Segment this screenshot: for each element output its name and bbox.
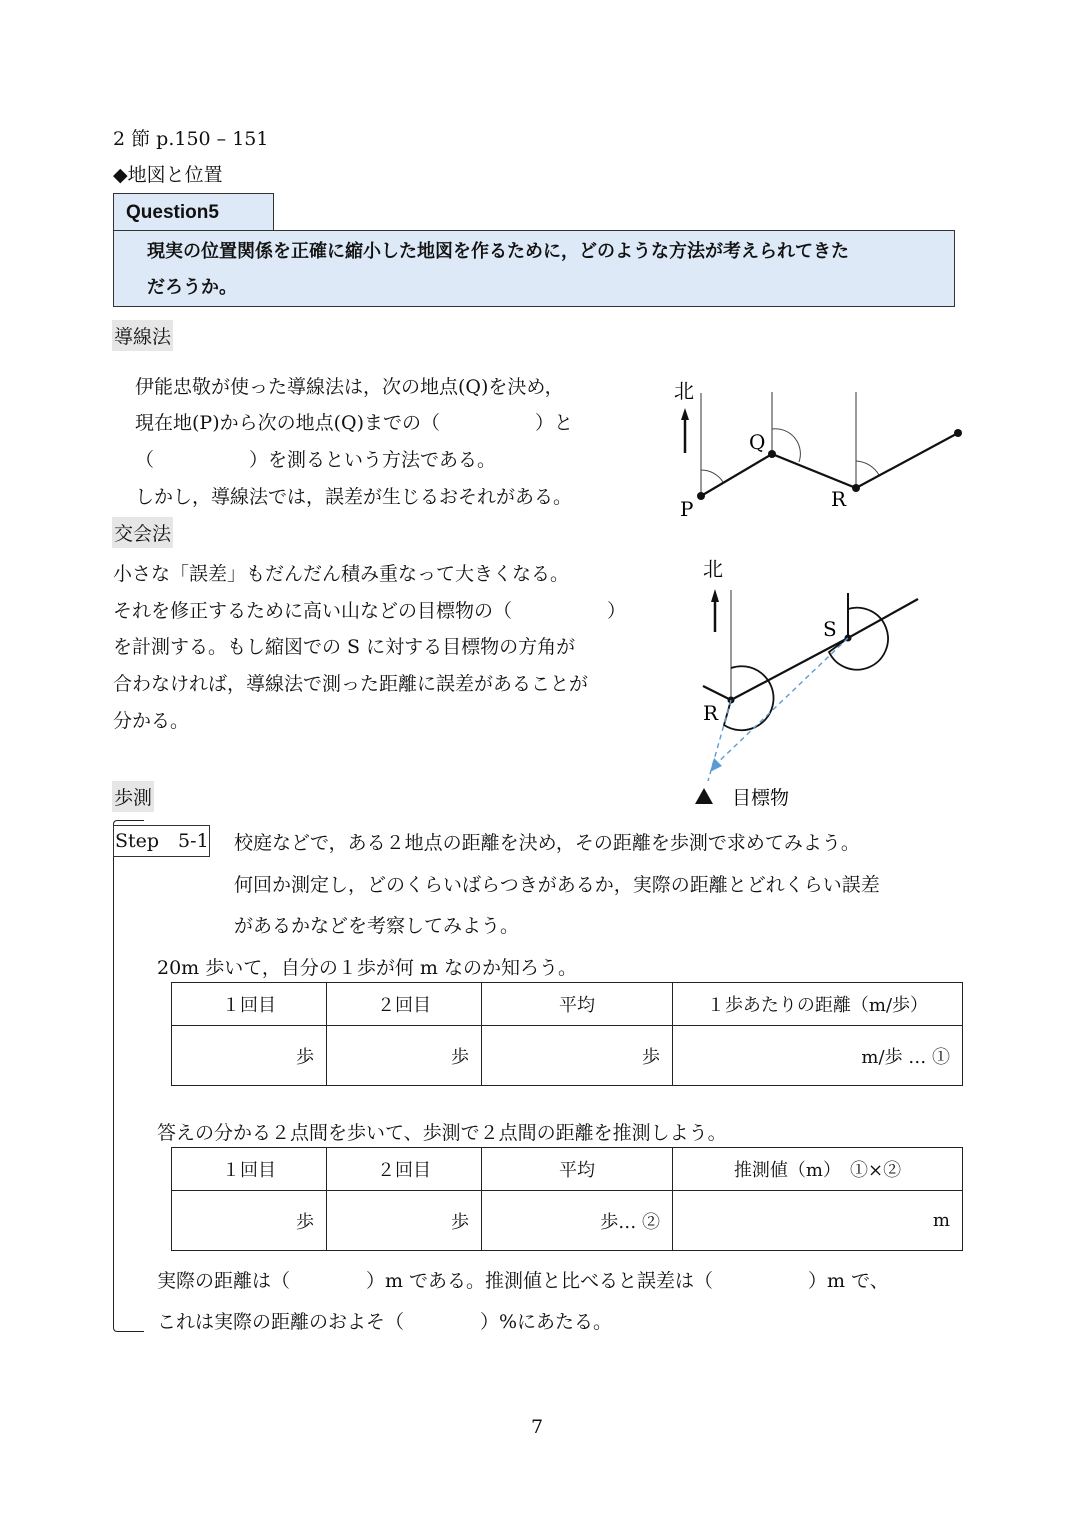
table-cell[interactable]: 歩 (327, 1026, 482, 1086)
traverse-path (731, 638, 848, 700)
angle-arc (772, 429, 800, 462)
page-number: 7 (531, 1416, 544, 1438)
table-header: 平均 (482, 983, 673, 1026)
intersection-line: 小さな「誤差」もだんだん積み重なって大きくなる。 (113, 563, 570, 585)
table-header: １回目 (172, 1148, 327, 1191)
point-p (697, 492, 705, 500)
intersection-line: を計測する。もし縮図での S に対する目標物の方角が (113, 636, 576, 658)
north-label: 北 (703, 557, 723, 581)
point-label-r: R (703, 701, 719, 725)
question-tab: Question5 (113, 193, 274, 230)
table-header: 推測値（m） ①×② (673, 1148, 963, 1191)
table-header: 平均 (482, 1148, 673, 1191)
topic-heading: ◆地図と位置 (113, 164, 223, 186)
table-cell[interactable]: m/歩 … ① (673, 1026, 963, 1086)
step-label: Step 5-1 (113, 825, 210, 857)
angle-arc (856, 461, 879, 475)
table-cell[interactable]: 歩… ② (482, 1191, 673, 1251)
conclusion-line1: 実際の距離は（ ）m である。推測値と比べると誤差は（ ）m で、 (157, 1270, 889, 1292)
section-reference: 2 節 p.150 – 151 (113, 128, 269, 150)
north-arrow-icon (711, 589, 719, 632)
traverse-line: 伊能忠敬が使った導線法は，次の地点(Q)を決め， (135, 376, 564, 398)
intersection-line: 分かる。 (113, 710, 190, 732)
step-line: 何回か測定し，どのくらいばらつきがあるか，実際の距離とどれくらい誤差 (234, 874, 880, 896)
instruction-1: 20m 歩いて，自分の１歩が何 m なのか知ろう。 (157, 957, 577, 979)
angle-arc (829, 608, 888, 670)
question-text-line1: 現実の位置関係を正確に縮小した地図を作るために，どのような方法が考えられてきた (147, 241, 849, 262)
traverse-path (848, 599, 918, 638)
table-header: １回目 (172, 983, 327, 1026)
sight-arrow-icon (710, 758, 722, 772)
point-r (852, 484, 860, 492)
traverse-path (703, 686, 731, 700)
traverse-line: （ ）を測るという方法である。 (135, 449, 497, 471)
north-label: 北 (674, 379, 694, 403)
angle-arc (701, 470, 723, 482)
question-box (113, 230, 955, 307)
table-cell[interactable]: m (673, 1191, 963, 1251)
table-header: １歩あたりの距離（m/歩） (673, 983, 963, 1026)
traverse-line: しかし，導線法では，誤差が生じるおそれがある。 (135, 486, 573, 508)
step-length-table (171, 982, 963, 1086)
point-q (768, 450, 776, 458)
step-line: 校庭などで，ある２地点の距離を決め，その距離を歩測で求めてみよう。 (234, 832, 860, 854)
point-label-q: Q (749, 430, 766, 454)
north-arrow-icon (681, 408, 689, 453)
point-label-r: R (831, 487, 847, 511)
target-label: 目標物 (732, 787, 790, 809)
point-end (954, 429, 962, 437)
table-header: ２回目 (327, 1148, 482, 1191)
question-text-line2: だろうか。 (147, 277, 237, 298)
table-cell[interactable]: 歩 (172, 1191, 327, 1251)
traverse-diagram (660, 360, 980, 530)
intersection-heading: 交会法 (112, 517, 173, 548)
point-label-s: S (823, 617, 837, 641)
intersection-diagram (660, 540, 960, 820)
point-label-p: P (680, 497, 694, 521)
instruction-2: 答えの分かる２点間を歩いて、歩測で２点間の距離を推測しよう。 (157, 1122, 727, 1144)
step-bracket (113, 820, 144, 1332)
table-cell[interactable]: 歩 (327, 1191, 482, 1251)
step-line: があるかなどを考察してみよう。 (234, 915, 520, 937)
pacing-heading: 歩測 (112, 781, 154, 812)
distance-estimate-table (171, 1147, 963, 1251)
table-cell[interactable]: 歩 (482, 1026, 673, 1086)
target-triangle-icon (695, 788, 713, 804)
intersection-line: 合わなければ，導線法で測った距離に誤差があることが (113, 673, 589, 695)
conclusion-line2: これは実際の距離のおよそ（ ）%にあたる。 (157, 1311, 613, 1333)
traverse-path (701, 433, 958, 496)
traverse-heading: 導線法 (112, 320, 173, 351)
table-cell[interactable]: 歩 (172, 1026, 327, 1086)
table-header: ２回目 (327, 983, 482, 1026)
traverse-line: 現在地(P)から次の地点(Q)までの（ ）と (135, 412, 574, 434)
intersection-line: それを修正するために高い山などの目標物の（ ） (113, 600, 627, 622)
